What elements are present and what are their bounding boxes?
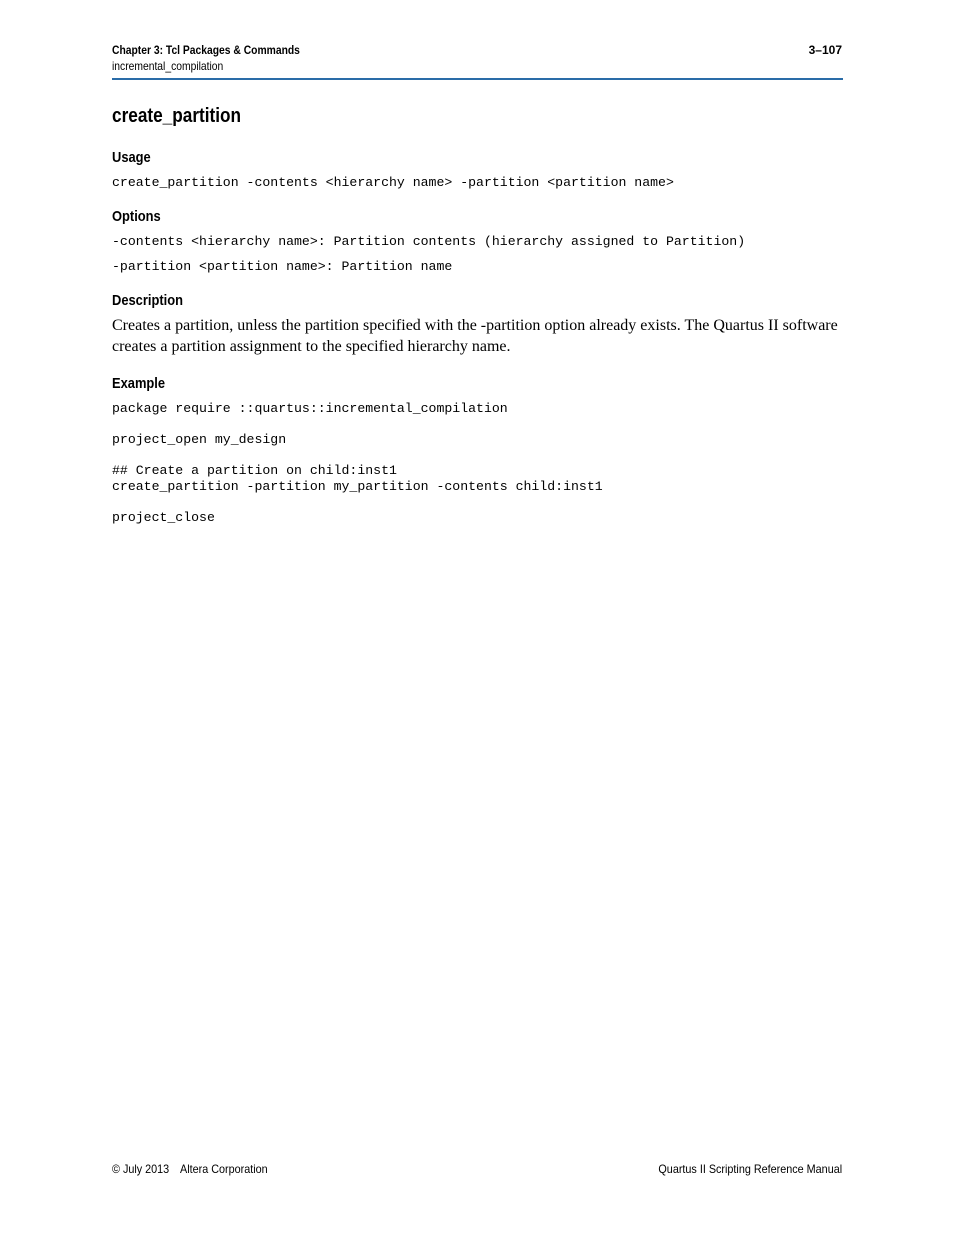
example-line: project_close bbox=[112, 510, 215, 525]
page-title: create_partition bbox=[112, 105, 242, 127]
description-heading: Description bbox=[112, 292, 183, 309]
example-heading: Example bbox=[112, 375, 166, 392]
header-page-number: 3–107 bbox=[808, 43, 842, 57]
usage-heading: Usage bbox=[112, 149, 151, 166]
footer-company: Altera Corporation bbox=[179, 1162, 268, 1176]
usage-code: create_partition -contents <hierarchy name> -partition <partition name> bbox=[112, 175, 674, 190]
example-line: create_partition -partition my_partition -contents child:inst1 bbox=[112, 479, 603, 494]
page-header bbox=[112, 42, 843, 80]
options-heading: Options bbox=[112, 208, 161, 225]
header-section: incremental_compilation bbox=[112, 59, 224, 73]
example-line: package require ::quartus::incremental_compilation bbox=[112, 401, 508, 416]
example-comment: ## Create a partition on child:inst1 bbox=[112, 463, 397, 478]
footer-manual-title: Quartus II Scripting Reference Manual bbox=[658, 1162, 842, 1176]
option-partition: -partition <partition name>: Partition name bbox=[112, 259, 453, 274]
footer-copyright bbox=[112, 1162, 268, 1176]
description-text: Creates a partition, unless the partition specified with the -partition option already exists. The Quartus II software creates a partition assignment to the specified hierarchy name. bbox=[112, 317, 838, 355]
header-chapter: Chapter 3: Tcl Packages & Commands bbox=[112, 43, 300, 57]
example-line: project_open my_design bbox=[112, 432, 287, 447]
footer-date: © July 2013 bbox=[112, 1162, 170, 1176]
option-contents: -contents <hierarchy name>: Partition contents (hierarchy assigned to Partition) bbox=[112, 234, 746, 249]
